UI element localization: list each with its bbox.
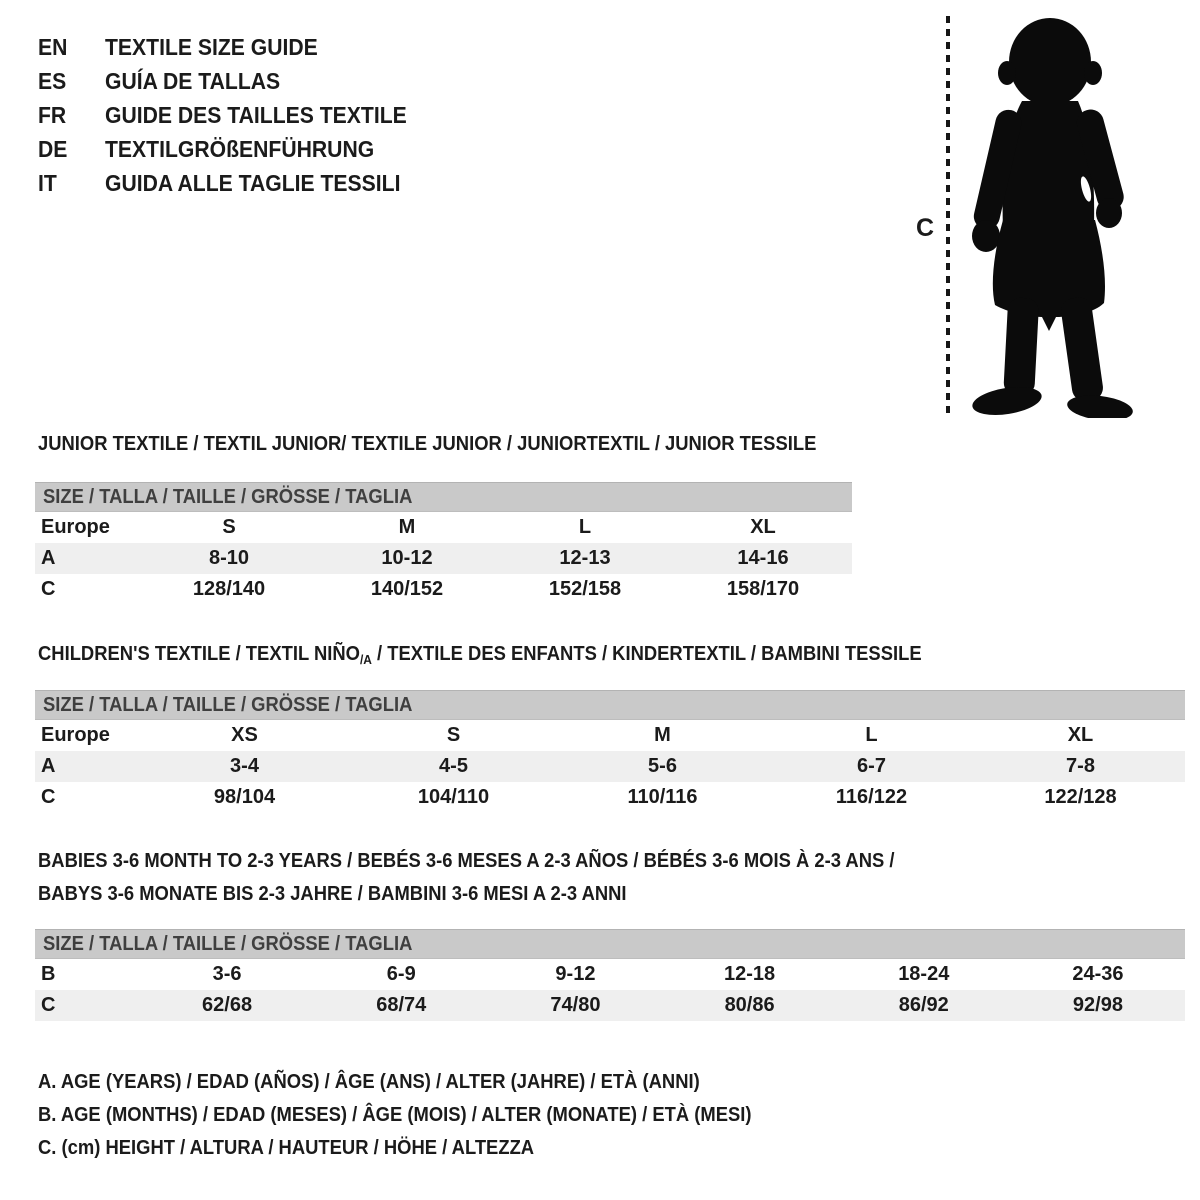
row-label: B <box>41 963 56 985</box>
size-header-band <box>35 929 1185 959</box>
language-row-es <box>38 64 433 98</box>
language-row-fr <box>38 98 433 132</box>
row-label: C <box>41 578 56 600</box>
cell: 122/128 <box>1044 786 1117 808</box>
legend-line-c <box>38 1132 814 1165</box>
cell: 68/74 <box>376 994 427 1016</box>
babies-section-title-line1 <box>38 850 969 872</box>
cell: L <box>865 724 878 746</box>
babies-section-title-line2 <box>38 883 678 905</box>
measurement-legend <box>38 1066 814 1165</box>
cell: S <box>222 516 236 538</box>
junior-size-table <box>35 482 852 605</box>
cell: M <box>654 724 671 746</box>
row-label: Europe <box>41 724 110 746</box>
row-label: C <box>41 994 56 1016</box>
babies-title-line2-text: BABYS 3-6 MONATE BIS 2-3 JAHRE / BAMBINI 3-6 MESI A 2-3 ANNI <box>38 883 627 905</box>
babies-size-table <box>35 929 1185 1021</box>
cell: 128/140 <box>192 578 266 600</box>
toddler-silhouette <box>953 12 1143 418</box>
language-code: FR <box>38 101 67 128</box>
language-row-de <box>38 132 433 166</box>
cell: 62/68 <box>202 994 253 1016</box>
cell: 140/152 <box>370 578 444 600</box>
table-row <box>35 574 852 605</box>
cell: 24-36 <box>1072 963 1124 985</box>
cell: 98/104 <box>213 786 276 808</box>
junior-section-title <box>38 433 884 455</box>
children-section-title <box>38 643 998 671</box>
cell: M <box>398 516 416 538</box>
cell: 110/116 <box>627 786 698 808</box>
cell: 80/86 <box>724 994 775 1016</box>
cell: 152/158 <box>548 578 622 600</box>
legend-line-b-text: B. AGE (MONTHS) / EDAD (MESES) / ÂGE (MOIS) / ALTER (MONATE) / ETÀ (MESI) <box>38 1104 752 1126</box>
legend-line-a-text: A. AGE (YEARS) / EDAD (AÑOS) / ÂGE (ANS) / ALTER (JAHRE) / ETÀ (ANNI) <box>38 1071 700 1093</box>
cell: 12-18 <box>724 963 776 985</box>
cell: 92/98 <box>1072 994 1123 1016</box>
table-row <box>35 959 1185 990</box>
row-label: A <box>41 755 56 777</box>
language-row-it <box>38 166 433 200</box>
language-title-list <box>38 30 433 200</box>
guide-title-it: GUIDA ALLE TAGLIE TESSILI <box>105 169 401 196</box>
language-code: DE <box>38 135 68 162</box>
cell: L <box>578 516 592 538</box>
cell: 158/170 <box>726 578 800 600</box>
cell: XL <box>1067 724 1094 746</box>
height-measure-label: C <box>916 214 935 242</box>
cell: 9-12 <box>555 963 596 985</box>
guide-title-de: TEXTILGRÖßENFÜHRUNG <box>105 135 375 162</box>
size-header-text: SIZE / TALLA / TAILLE / GRÖSSE / TAGLIA <box>43 693 413 716</box>
size-header-band <box>35 690 1185 720</box>
language-code: IT <box>38 169 57 196</box>
legend-line-a <box>38 1066 814 1099</box>
guide-title-es: GUÍA DE TALLAS <box>105 67 281 94</box>
cell: 6-9 <box>386 963 416 985</box>
cell: 18-24 <box>898 963 950 985</box>
cell: 12-13 <box>559 547 611 569</box>
height-dashed-line <box>946 16 950 414</box>
table-row <box>35 990 1185 1021</box>
guide-title-fr: GUIDE DES TAILLES TEXTILE <box>105 101 407 128</box>
cell: S <box>446 724 461 746</box>
size-header-text: SIZE / TALLA / TAILLE / GRÖSSE / TAGLIA <box>43 932 413 955</box>
cell: 4-5 <box>439 755 468 777</box>
row-label: A <box>41 547 56 569</box>
table-row <box>35 720 1185 751</box>
size-header-text: SIZE / TALLA / TAILLE / GRÖSSE / TAGLIA <box>43 485 413 508</box>
children-section-title-text: CHILDREN'S TEXTILE / TEXTIL $NIÑO_{/A}$ / TEXTILE DES ENFANTS / KINDERTEXTIL / BAMBINI TESSILE <box>38 643 922 667</box>
cell: XS <box>231 724 258 746</box>
language-code: EN <box>38 33 68 60</box>
guide-title-en: TEXTILE SIZE GUIDE <box>105 33 318 60</box>
table-row <box>35 782 1185 813</box>
cell: 3-6 <box>212 963 242 985</box>
cell: 10-12 <box>381 547 433 569</box>
babies-title-line1-text: BABIES 3-6 MONTH TO 2-3 YEARS / BEBÉS 3-6 MESES A 2-3 AÑOS / BÉBÉS 3-6 MOIS À 2-3 ANS / <box>38 850 895 872</box>
table-row <box>35 751 1185 782</box>
legend-line-c-text: C. (cm) HEIGHT / ALTURA / HAUTEUR / HÖHE / ALTEZZA <box>38 1137 535 1159</box>
cell: 3-4 <box>230 755 259 777</box>
cell: 74/80 <box>550 994 601 1016</box>
cell: XL <box>750 516 776 538</box>
cell: 104/110 <box>417 786 490 808</box>
cell: 116/122 <box>835 786 908 808</box>
cell: 6-7 <box>857 755 886 777</box>
children-size-table <box>35 690 1185 813</box>
cell: 14-16 <box>737 547 789 569</box>
cell: 7-8 <box>1066 755 1095 777</box>
table-row <box>35 512 852 543</box>
row-label: Europe <box>41 516 110 538</box>
row-label: C <box>41 786 56 808</box>
cell: 86/92 <box>898 994 949 1016</box>
language-code: ES <box>38 67 67 94</box>
cell: 5-6 <box>648 755 677 777</box>
cell: 8-10 <box>208 547 250 569</box>
junior-section-title-text: JUNIOR TEXTILE / TEXTIL JUNIOR/ TEXTILE JUNIOR / JUNIORTEXTIL / JUNIOR TESSILE <box>38 433 817 455</box>
legend-line-b <box>38 1099 814 1132</box>
language-row-en <box>38 30 433 64</box>
table-row <box>35 543 852 574</box>
size-header-band <box>35 482 852 512</box>
